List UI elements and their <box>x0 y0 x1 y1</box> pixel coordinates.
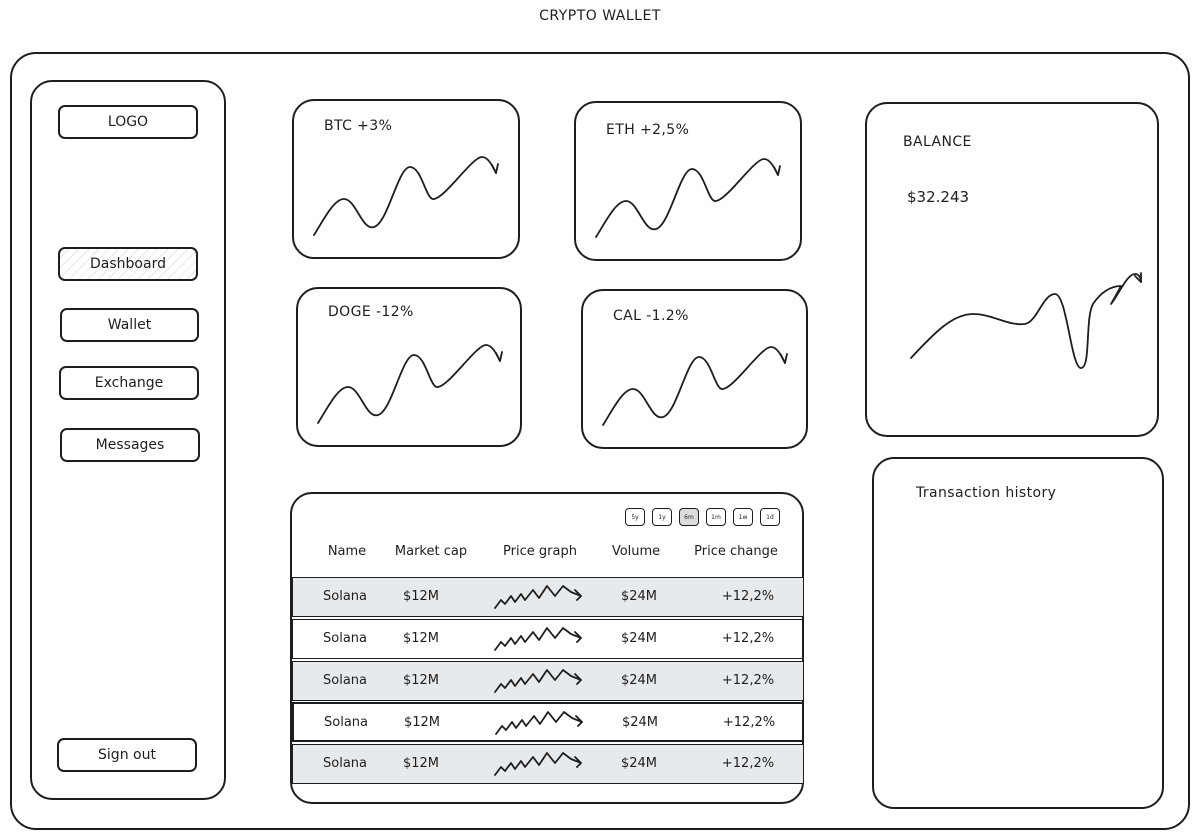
row-volume: $24M <box>620 756 658 771</box>
price-trend-chart <box>601 343 791 433</box>
row-market-cap: $12M <box>402 589 440 604</box>
coin-card-cal[interactable] <box>581 289 808 449</box>
price-trend-chart <box>316 341 506 431</box>
table-row[interactable] <box>292 744 804 784</box>
column-header-volume: Volume <box>611 544 661 559</box>
row-volume: $24M <box>621 715 659 730</box>
row-market-cap: $12M <box>402 673 440 688</box>
row-market-cap: $12M <box>402 631 440 646</box>
table-row[interactable] <box>292 702 804 742</box>
balance-trend-chart <box>907 264 1147 374</box>
market-table <box>290 492 804 804</box>
range-1y-button[interactable]: 1y <box>652 508 672 526</box>
row-volume: $24M <box>620 589 658 604</box>
column-header-price-graph: Price graph <box>503 544 577 559</box>
nav-item-wallet[interactable]: Wallet <box>60 308 199 342</box>
row-name: Solana <box>323 673 367 688</box>
balance-card <box>865 102 1159 437</box>
row-volume: $24M <box>620 673 658 688</box>
row-name: Solana <box>324 715 368 730</box>
row-price-change: +12,2% <box>722 715 776 730</box>
row-price-sparkline <box>493 624 585 654</box>
row-price-sparkline <box>493 666 585 696</box>
coin-card-label: ETH +2,5% <box>606 122 690 138</box>
coin-card-label: DOGE -12% <box>328 304 414 320</box>
row-volume: $24M <box>620 631 658 646</box>
balance-title: BALANCE <box>903 134 972 150</box>
sign-out-button[interactable]: Sign out <box>57 738 197 772</box>
row-market-cap: $12M <box>403 715 441 730</box>
table-row[interactable] <box>292 577 804 617</box>
row-price-change: +12,2% <box>721 589 775 604</box>
row-name: Solana <box>323 631 367 646</box>
table-row[interactable] <box>292 661 804 701</box>
row-price-sparkline <box>493 582 585 612</box>
price-trend-chart <box>312 153 502 243</box>
price-trend-chart <box>594 155 784 245</box>
balance-amount: $32.243 <box>907 188 970 206</box>
table-row[interactable] <box>292 619 804 659</box>
coin-card-eth[interactable] <box>574 101 802 261</box>
coin-card-label: CAL -1.2% <box>613 308 689 324</box>
nav-item-exchange[interactable]: Exchange <box>59 366 199 400</box>
range-1m-button[interactable]: 1m <box>706 508 726 526</box>
row-price-change: +12,2% <box>721 673 775 688</box>
range-5y-button[interactable]: 5y <box>625 508 645 526</box>
coin-card-btc[interactable] <box>292 99 520 259</box>
column-header-market-cap: Market cap <box>394 544 468 559</box>
transaction-history-title: Transaction history <box>916 485 1057 501</box>
row-name: Solana <box>323 756 367 771</box>
nav-item-messages[interactable]: Messages <box>60 428 200 462</box>
row-price-sparkline <box>494 708 586 738</box>
coin-card-doge[interactable] <box>296 287 522 447</box>
range-1d-button[interactable]: 1d <box>760 508 780 526</box>
column-header-price-change: Price change <box>694 544 778 559</box>
row-name: Solana <box>323 589 367 604</box>
transaction-history-panel <box>872 457 1164 809</box>
row-price-change: +12,2% <box>721 631 775 646</box>
row-market-cap: $12M <box>402 756 440 771</box>
page-title: CRYPTO WALLET <box>539 8 661 24</box>
nav-item-dashboard[interactable]: Dashboard <box>58 247 198 281</box>
range-1w-button[interactable]: 1w <box>733 508 753 526</box>
range-6m-button[interactable]: 6m <box>679 508 699 526</box>
logo[interactable]: LOGO <box>58 105 198 139</box>
row-price-change: +12,2% <box>721 756 775 771</box>
row-price-sparkline <box>493 749 585 779</box>
coin-card-label: BTC +3% <box>324 118 393 134</box>
column-header-name: Name <box>327 544 367 559</box>
